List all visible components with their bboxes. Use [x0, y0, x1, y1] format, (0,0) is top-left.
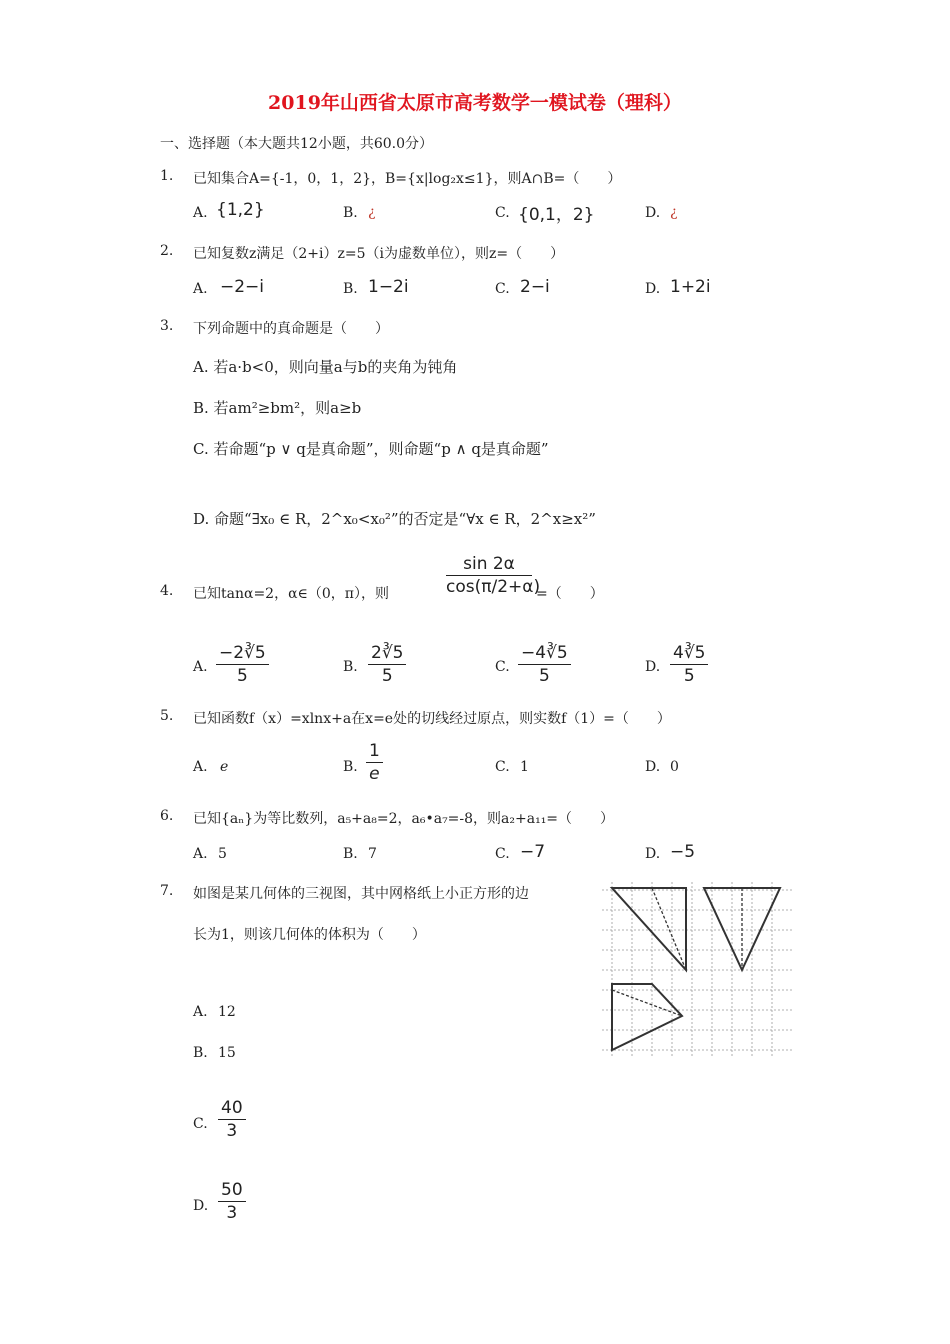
option-b-value: 7	[368, 846, 377, 862]
option-b-label: B.	[193, 1045, 208, 1061]
question-stem: 已知集合A={-1，0，1，2}，B={x|log₂x≤1}，则A∩B=（ ）	[193, 171, 622, 187]
question-stem-line-2: 长为1，则该几何体的体积为（ ）	[193, 927, 426, 943]
question-stem: 下列命题中的真命题是（ ）	[193, 321, 389, 337]
option-d-value: 1+2i	[670, 277, 711, 297]
option-c-label: C.	[495, 846, 510, 862]
option-a-value	[216, 643, 269, 686]
numerator: −2∛5	[216, 643, 269, 665]
option-d-value: −5	[670, 842, 696, 862]
option-b-value	[368, 643, 406, 686]
denominator: e	[369, 764, 380, 784]
numerator: 50	[218, 1180, 246, 1202]
section-heading: 一、选择题（本大题共12小题，共60.0分）	[160, 136, 433, 152]
denominator: 3	[226, 1203, 238, 1223]
question-number: 7.	[160, 883, 174, 899]
denominator: 5	[538, 666, 550, 686]
option-a-label: A.	[193, 759, 208, 775]
option-c-label: C.	[495, 659, 510, 675]
option-a-value: −2−i	[220, 277, 265, 297]
option-c-label: C.	[495, 205, 510, 221]
page-title: 2019年山西省太原市高考数学一模试卷（理科）	[268, 92, 682, 114]
option-a: A. 若a·b<0，则向量a与b的夹角为钝角	[193, 358, 458, 376]
option-b-label: B.	[343, 205, 358, 221]
question-number: 3.	[160, 318, 174, 334]
stem-fraction	[446, 554, 541, 597]
numerator: 40	[218, 1098, 246, 1120]
option-c-value	[218, 1098, 246, 1141]
question-stem-post: =（ ）	[536, 586, 604, 602]
option-c-value: {0,1，2}	[518, 205, 595, 225]
numerator: 4∛5	[670, 643, 708, 665]
question-stem: 已知复数z满足（2+i）z=5（i为虚数单位），则z=（ ）	[193, 246, 565, 262]
option-b-label: B.	[343, 846, 358, 862]
option-d-label: D.	[645, 846, 661, 862]
option-d: D. 命题“∃x₀ ∈ R，2^x₀<x₀²”的否定是“∀x ∈ R，2^x≥x²”	[193, 510, 596, 528]
question-stem-line-1: 如图是某几何体的三视图，其中网格纸上小正方形的边	[193, 886, 529, 902]
fraction-denominator: cos(π/2+α)	[446, 577, 541, 597]
option-b-label: B.	[343, 659, 358, 675]
option-c-label: C.	[495, 281, 510, 297]
option-b-value: 1−2i	[368, 277, 409, 297]
fraction-numerator: sin 2α	[446, 554, 532, 576]
question-number: 4.	[160, 583, 174, 599]
option-a-value: 5	[218, 846, 227, 862]
top-view-hidden-edge	[612, 990, 682, 1016]
front-view	[612, 888, 686, 970]
question-stem: 已知函数f（x）=xlnx+a在x=e处的切线经过原点，则实数f（1）=（ ）	[193, 711, 671, 727]
numerator: 1	[366, 741, 383, 763]
option-d-label: D.	[645, 205, 661, 221]
question-stem: 已知{aₙ}为等比数列，a₅+a₈=2，a₆•a₇=-8，则a₂+a₁₁=（ ）	[193, 811, 615, 827]
option-d-label: D.	[645, 281, 661, 297]
denominator: 5	[381, 666, 393, 686]
option-d-label: D.	[193, 1198, 209, 1214]
option-a-value: {1,2}	[216, 200, 265, 220]
question-number: 2.	[160, 243, 174, 259]
option-d-label: D.	[645, 659, 661, 675]
question-number: 6.	[160, 808, 174, 824]
option-a-value: 12	[218, 1004, 236, 1020]
three-view-figure	[602, 882, 792, 1058]
option-b-value	[366, 741, 383, 784]
option-d-label: D.	[645, 759, 661, 775]
denominator: 5	[236, 666, 248, 686]
option-a-label: A.	[193, 846, 208, 862]
option-c-label: C.	[495, 759, 510, 775]
denominator: 5	[683, 666, 695, 686]
option-a-label: A.	[193, 1004, 208, 1020]
option-c-value: 1	[520, 759, 529, 775]
option-d-value: 0	[670, 759, 679, 775]
option-c-value	[518, 643, 571, 686]
option-a-value: e	[220, 759, 229, 775]
option-d-value	[670, 643, 708, 686]
front-view-hidden-edge	[652, 888, 686, 970]
question-number: 5.	[160, 708, 174, 724]
option-b-value: 15	[218, 1045, 236, 1061]
option-b-label: B.	[343, 759, 358, 775]
denominator: 3	[226, 1121, 238, 1141]
option-a-label: A.	[193, 659, 208, 675]
option-b-label: B.	[343, 281, 358, 297]
option-c-value: −7	[520, 842, 546, 862]
option-d-value	[218, 1180, 246, 1223]
option-b: B. 若am²≥bm²，则a≥b	[193, 399, 362, 417]
numerator: 2∛5	[368, 643, 406, 665]
question-number: 1.	[160, 168, 174, 184]
option-c: C. 若命题“p ∨ q是真命题”，则命题“p ∧ q是真命题”	[193, 440, 549, 458]
option-b-value: ¿	[368, 204, 376, 220]
option-d-value: ¿	[670, 204, 678, 220]
option-c-label: C.	[193, 1116, 208, 1132]
option-c-value: 2−i	[520, 277, 550, 297]
option-a-label: A.	[193, 281, 208, 297]
question-stem-pre: 已知tanα=2，α∈（0，π），则	[193, 586, 390, 602]
numerator: −4∛5	[518, 643, 571, 665]
option-a-label: A.	[193, 205, 208, 221]
